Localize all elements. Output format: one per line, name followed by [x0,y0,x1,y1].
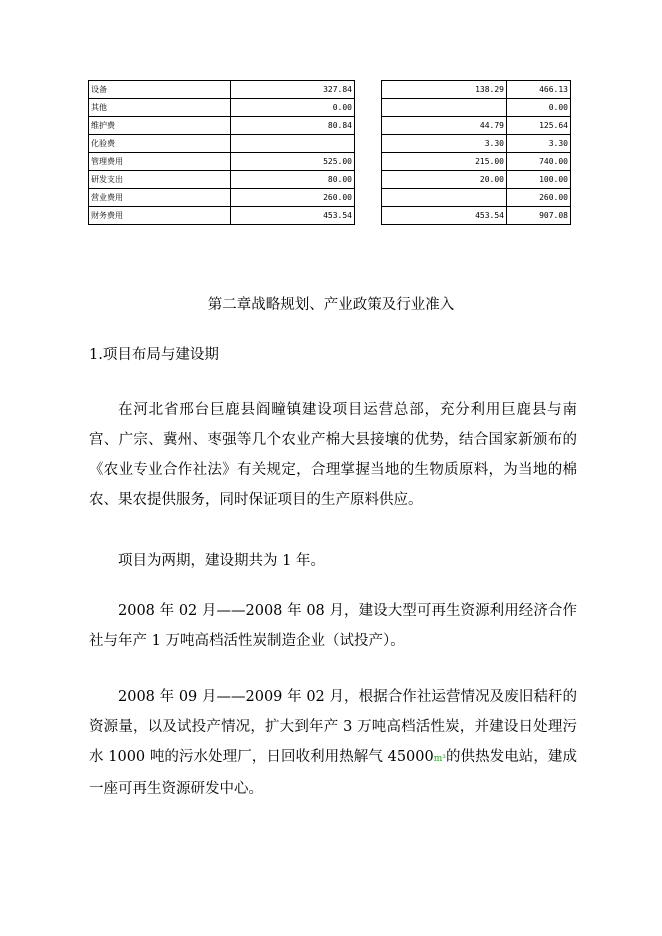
phase-two-value [382,99,507,117]
spacer-cell [355,135,382,153]
phase-two-value: 44.79 [382,117,507,135]
section-heading: 1.项目布局与建设期 [89,347,219,363]
phase-two-text: 2008 年 09 月——2009 年 02 月，根据合作社运营情况及废旧秸秆的资源量，以及试投产情况，扩大到年产 3 万吨高档活性炭，并建设日处理污水 1000 吨的污水处理厂，日回收利用热解气 45000 [89,689,577,765]
spacer-cell [355,207,382,225]
row-label: 其他 [89,99,231,117]
phase-two-value: 215.00 [382,153,507,171]
phase-one-value: 260.00 [231,189,355,207]
total-value: 0.00 [507,99,571,117]
row-label: 研发支出 [89,171,231,189]
table-row [89,81,571,99]
chapter-title: 第二章战略规划、产业政策及行业准入 [207,297,455,313]
table-row [89,99,571,117]
total-value: 466.13 [507,81,571,99]
table-row [89,153,571,171]
row-label: 设备 [89,81,231,99]
phase-one-value: 327.84 [231,81,355,99]
total-value: 260.00 [507,189,571,207]
total-value: 3.30 [507,135,571,153]
table-row [89,135,571,153]
row-label: 维护费 [89,117,231,135]
spacer-cell [355,117,382,135]
spacer-cell [355,81,382,99]
total-value: 100.00 [507,171,571,189]
paragraph-construction-period: 项目为两期，建设期共为 1 年。 [118,553,325,569]
table-row [89,189,571,207]
phase-two-text-end: 的供热发电站，建成一座可再生资源研发中心。 [89,749,578,797]
row-label: 管理费用 [89,153,231,171]
paragraph-project-location: 在河北省邢台巨鹿县阎疃镇建设项目运营总部，充分利用巨鹿县与南宫、广宗、冀州、枣强等几个农业产棉大县接壤的优势，结合国家新颁布的《农业专业合作社法》有关规定，合理掌握当地的生物质原料，为当地的棉农、果农提供服务，同时保证项目的生产原料供应。 [89,402,577,508]
phase-one-value: 0.00 [231,99,355,117]
table-row [89,171,571,189]
spacer-cell [355,171,382,189]
phase-two-value: 453.54 [382,207,507,225]
phase-two-value: 3.30 [382,135,507,153]
row-label: 财务费用 [89,207,231,225]
total-value: 907.08 [507,207,571,225]
cubic-meter-unit: m³ [433,754,446,764]
phase-two-value [382,189,507,207]
paragraph-phase-two [89,682,577,804]
spacer-cell [355,189,382,207]
cost-table [88,80,571,225]
row-label: 营业费用 [89,189,231,207]
phase-one-value: 80.84 [231,117,355,135]
total-value: 125.64 [507,117,571,135]
table-row [89,207,571,225]
phase-one-value: 80.00 [231,171,355,189]
spacer-cell [355,99,382,117]
spacer-cell [355,153,382,171]
phase-two-value: 20.00 [382,171,507,189]
phase-two-value: 138.29 [382,81,507,99]
cost-table-body [89,81,571,225]
phase-one-value: 453.54 [231,207,355,225]
row-label: 化验费 [89,135,231,153]
phase-one-value: 525.00 [231,153,355,171]
table-row [89,117,571,135]
paragraph-phase-one: 2008 年 02 月——2008 年 08 月，建设大型可再生资源利用经济合作社与年产 1 万吨高档活性炭制造企业（试投产）。 [89,603,577,649]
total-value: 740.00 [507,153,571,171]
phase-one-value [231,135,355,153]
